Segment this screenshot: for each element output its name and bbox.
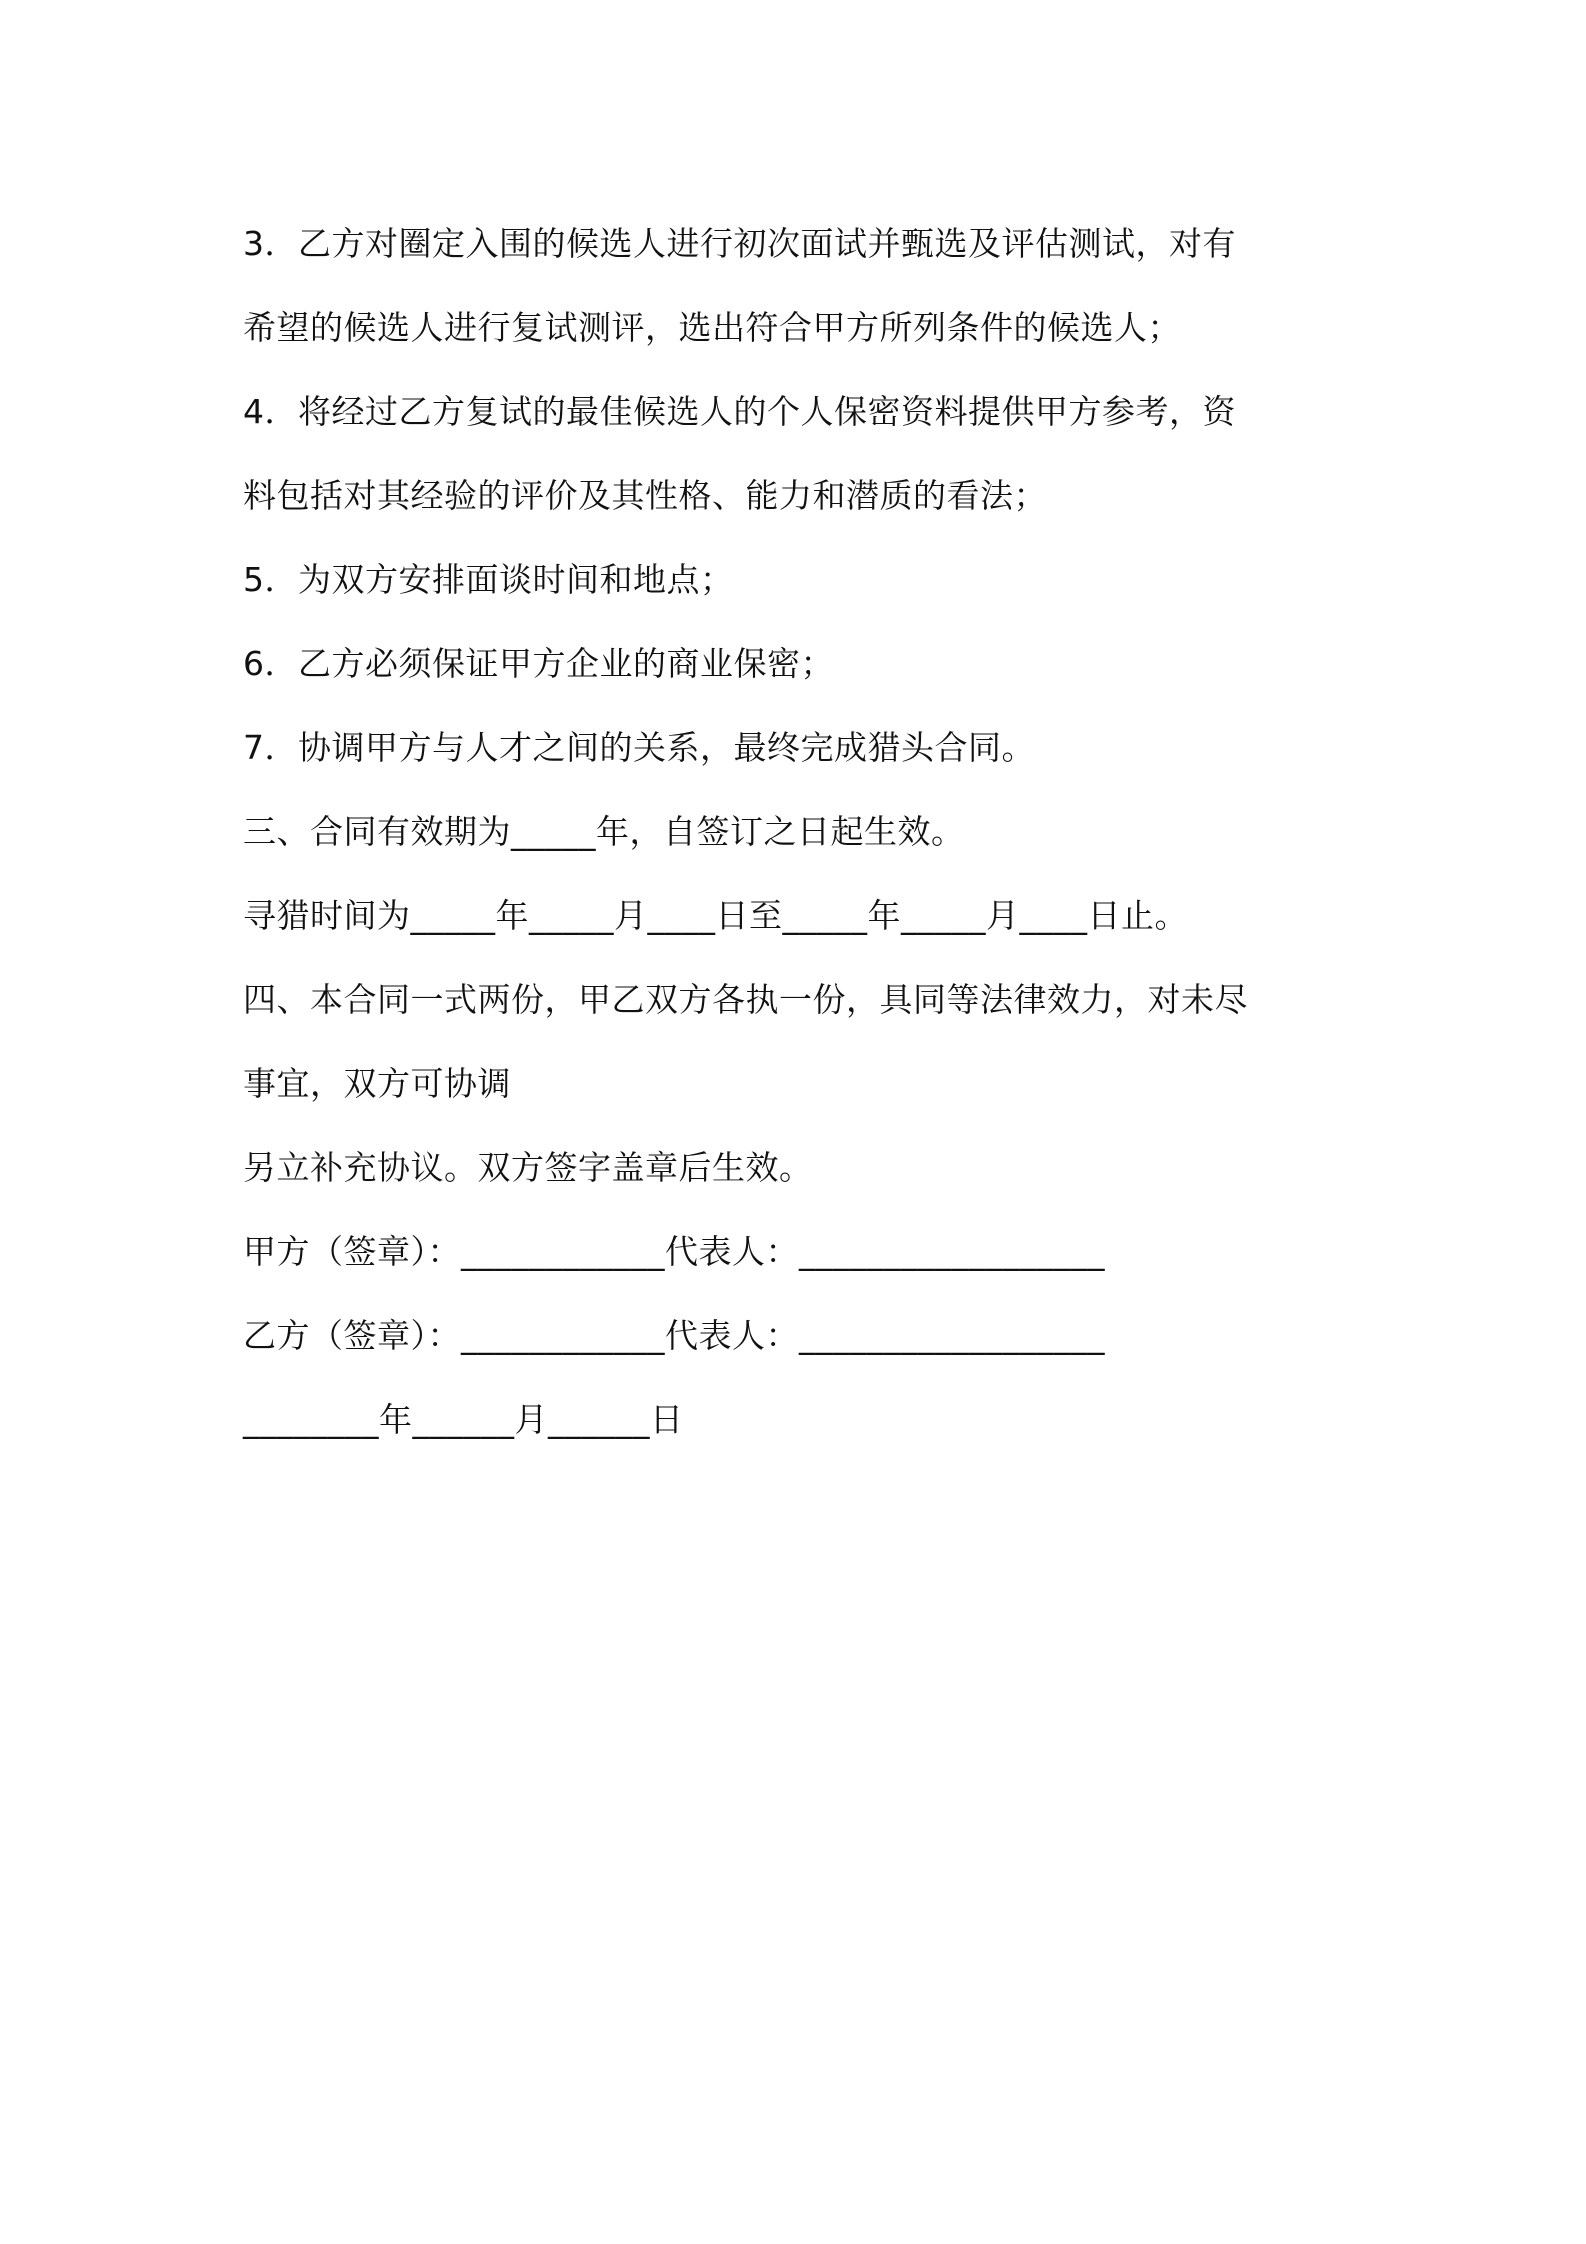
- section-4-line-1: 四、本合同一式两份，甲乙双方各执一份，具同等法律效力，对未尽: [243, 980, 1248, 1019]
- clause-5: 5．为双方安排面谈时间和地点；: [243, 560, 734, 599]
- clause-4-line-2: 料包括对其经验的评价及其性格、能力和潜质的看法；: [243, 476, 1047, 515]
- clause-3-line-1: 3．乙方对圈定入围的候选人进行初次面试并甄选及评估测试，对有: [243, 224, 1236, 263]
- section-4-line-3: 另立补充协议。双方签字盖章后生效。: [243, 1148, 813, 1187]
- clause-7: 7．协调甲方与人才之间的关系，最终完成猎头合同。: [243, 728, 1035, 767]
- clause-6: 6．乙方必须保证甲方企业的商业保密；: [243, 644, 834, 683]
- section-4-line-2: 事宜，双方可协调: [243, 1064, 511, 1103]
- section-3-validity: 三、合同有效期为_____年，自签订之日起生效。: [243, 812, 965, 851]
- party-b-signature-line: 乙方（签章）：____________代表人：__________________: [243, 1316, 1105, 1355]
- party-a-signature-line: 甲方（签章）：____________代表人：__________________: [243, 1232, 1105, 1271]
- clause-3-line-2: 希望的候选人进行复试测评，选出符合甲方所列条件的候选人；: [243, 308, 1181, 347]
- date-line: ________年______月______日: [243, 1400, 684, 1439]
- clause-4-line-1: 4．将经过乙方复试的最佳候选人的个人保密资料提供甲方参考，资: [243, 392, 1236, 431]
- document-body: [243, 202, 1363, 1462]
- search-period: 寻猎时间为_____年_____月____日至_____年_____月____日止。: [243, 896, 1188, 935]
